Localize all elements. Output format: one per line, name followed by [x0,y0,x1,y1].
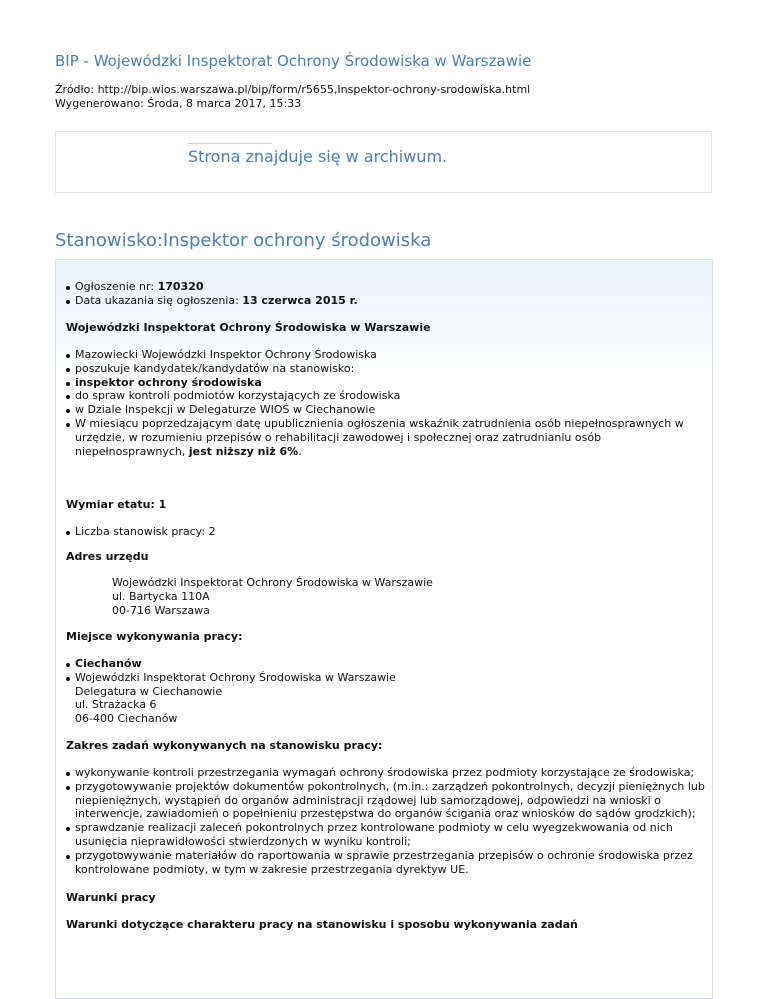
address-line: ul. Bartycka 110A [112,589,210,603]
list-item: wykonywanie kontroli przestrzegania wymagań ochrony środowiska przez podmioty korzystające ze środowiska; [66,766,706,780]
list-item [66,294,358,308]
office-address [66,576,433,617]
workplace-line: 06-400 Ciechanów [75,712,178,726]
workplace-line: Wojewódzki Inspektorat Ochrony Środowiska w Warszawie [75,670,396,684]
list-item: do spraw kontroli podmiotów korzystających ze środowiska [66,389,706,403]
workplace-line: Delegatura w Ciechanowie [75,684,223,698]
date-label: Data ukazania się ogłoszenia: [75,293,243,307]
list-item: sprawdzanie realizacji zaleceń pokontrolnych przez kontrolowane podmioty w celu wyegzekwowania od nich usunięcia nieprawidłowości stwierdzonych w wyniku kontroli; [66,821,706,849]
list-item [66,657,396,671]
site-title[interactable]: BIP - Wojewódzki Inspektorat Ochrony Środowiska w Warszawie [55,52,532,70]
announcement-number: 170320 [157,280,204,293]
list-item [66,417,706,458]
list-item [66,280,358,294]
zakres-heading: Zakres zadań wykonywanych na stanowisku pracy: [66,739,383,752]
employment-rate-value: jest niższy niż 6% [188,444,299,458]
employer-heading: Wojewódzki Inspektorat Ochrony Środowiska w Warszawie [66,321,431,334]
employment-rate-end: . [298,444,302,458]
document-meta [55,83,530,111]
list-item: przygotowywanie materiałów do raportowania w sprawie przestrzegania przepisów o ochronie środowiska przez kontrolowane podmioty, w tym w zakresie przestrzegania dyrektyw UE. [66,849,706,877]
source-url: Źródło: http://bip.wios.warszawa.pl/bip/form/r5655,Inspektor-ochrony-srodowiska.html [55,83,531,96]
positions-list [66,525,216,539]
archive-notice-box [55,131,712,193]
employment-rate-text: W miesiącu poprzedzającym datę upublicznienia ogłoszenia wskaźnik zatrudnienia osób niepełnosprawnych w urzędzie, w rozumieniu przepisów o rehabilitacji zawodowej i społecznej oraz zatrudnianiu osób niepełnosprawnych, [75,416,684,458]
generated-date: Wygenerowano: Środa, 8 marca 2017, 15:33 [55,97,302,110]
warunki-subheading: Warunki dotyczące charakteru pracy na stanowisku i sposobu wykonywania zadań [66,918,578,931]
position-name: inspektor ochrony środowiska [75,375,262,389]
list-item: Liczba stanowisk pracy: 2 [66,525,216,539]
duties-list [66,766,706,876]
workplace-line: ul. Strażacka 6 [75,698,157,712]
archive-notice: Strona znajduje się w archiwum. [188,147,448,166]
list-item: poszukuje kandydatek/kandydatów na stanowisko: [66,362,706,376]
job-title: Stanowisko:Inspektor ochrony środowiska [55,230,432,251]
workplace-city: Ciechanów [75,657,142,670]
intro-list [66,348,706,458]
adres-heading: Adres urzędu [66,550,149,563]
announcement-label: Ogłoszenie nr: [75,280,158,293]
workplace-list [66,657,396,726]
miejsce-heading: Miejsce wykonywania pracy: [66,630,243,643]
wymiar-etatu: Wymiar etatu: 1 [66,498,167,511]
address-line: Wojewódzki Inspektorat Ochrony Środowiska w Warszawie [112,576,433,589]
announcement-info-list [66,280,358,308]
warunki-heading: Warunki pracy [66,891,156,904]
job-details-panel [55,259,713,999]
archive-divider [188,143,272,144]
date-value: 13 czerwca 2015 r. [242,293,358,307]
list-item: przygotowywanie projektów dokumentów pokontrolnych, (m.in.: zarządzeń pokontrolnych, decyzji pieniężnych lub niepieniężnych, wystąpień do organów administracji rządowej lub samorządowej, odpowiedzi na wnioski o interwencje, zawiadomień o popełnieniu przestępstwa do organów ścigania oraz wniosków do sądów grodzkich); [66,780,706,821]
list-item: Mazowiecki Wojewódzki Inspektor Ochrony Środowiska [66,348,706,362]
list-item [66,376,706,390]
list-item: w Dziale Inspekcji w Delegaturze WIOŚ w Ciechanowie [66,403,706,417]
address-line: 00-716 Warszawa [112,603,210,617]
list-item [66,671,396,726]
